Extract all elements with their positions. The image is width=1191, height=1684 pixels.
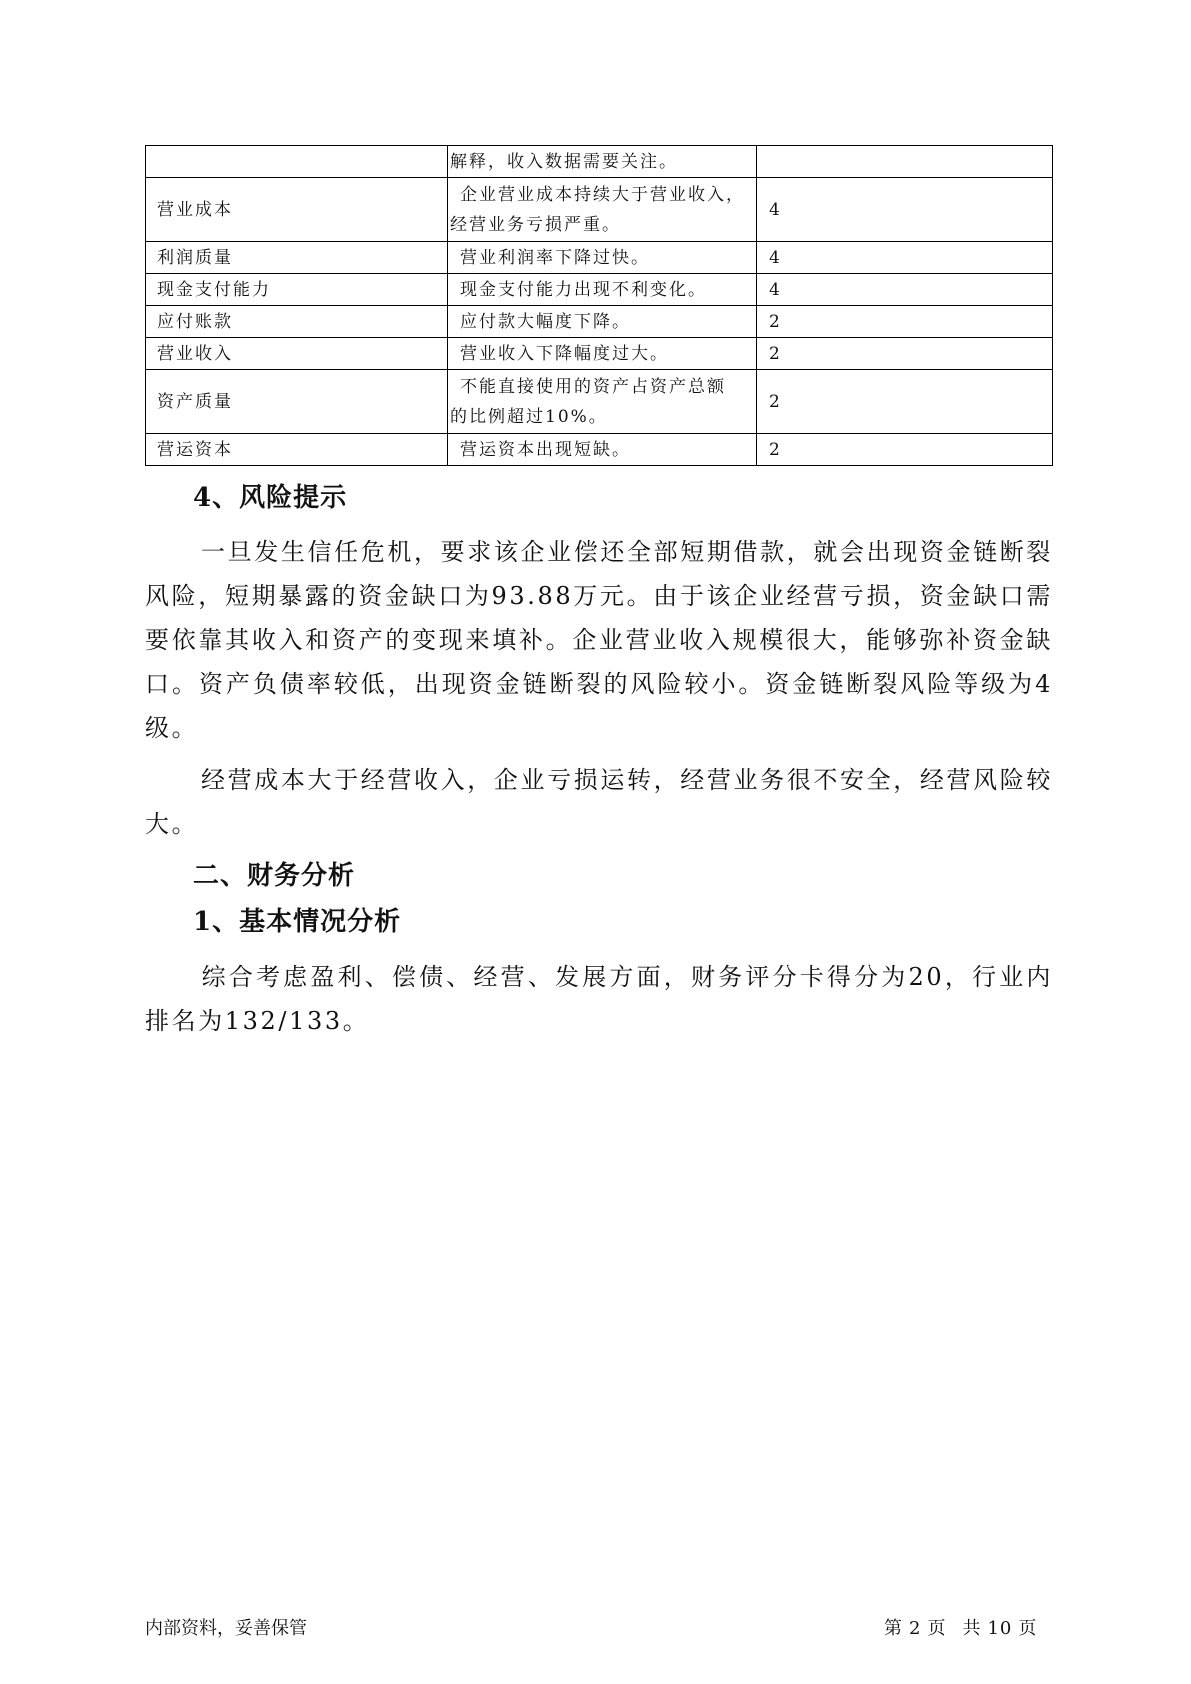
description-cell [448, 434, 757, 466]
description-line: 解释，收入数据需要关注。 [450, 151, 678, 172]
risk-indicator-table [145, 145, 1053, 466]
indicator-cell: 现金支付能力 [146, 274, 448, 306]
table-row [146, 370, 1053, 434]
description-line: 企业营业成本持续大于营业收入， [460, 184, 745, 205]
risk-level-cell: 2 [757, 434, 1053, 466]
risk-level-cell: 2 [757, 338, 1053, 370]
table-row [146, 146, 1053, 178]
description-cell [448, 146, 757, 178]
description-line: 经营业务亏损严重。 [450, 214, 621, 235]
table-row [146, 178, 1053, 242]
page-total: 10 [987, 1618, 1013, 1639]
description-cell [448, 370, 757, 434]
indicator-cell: 营业成本 [146, 178, 448, 242]
description-cell [448, 242, 757, 274]
description-cell [448, 274, 757, 306]
indicator-cell: 营业收入 [146, 338, 448, 370]
description-line: 营业收入下降幅度过大。 [460, 343, 669, 364]
total-prefix: 共 [962, 1618, 982, 1639]
risk-table-body [146, 146, 1053, 466]
risk-level-cell: 2 [757, 306, 1053, 338]
description-line: 营业利润率下降过快。 [460, 247, 650, 268]
description-cell [448, 306, 757, 338]
indicator-cell: 资产质量 [146, 370, 448, 434]
risk-paragraph-2 [145, 758, 1053, 846]
table-row [146, 274, 1053, 306]
description-line: 营运资本出现短缺。 [460, 439, 631, 460]
finance-paragraph-text: 综合考虑盈利、偿债、经营、发展方面，财务评分卡得分为20，行业内排名为132/133。 [145, 963, 1053, 1035]
risk-level-cell: 2 [757, 370, 1053, 434]
finance-paragraph [145, 955, 1053, 1043]
table-row [146, 338, 1053, 370]
table-row [146, 306, 1053, 338]
risk-level-cell: 4 [757, 178, 1053, 242]
indicator-cell: 营运资本 [146, 434, 448, 466]
finance-heading: 二、财务分析 [193, 861, 356, 891]
risk-paragraph-2-text: 经营成本大于经营收入，企业亏损运转，经营业务很不安全，经营风险较大。 [145, 766, 1053, 838]
risk-heading: 4、风险提示 [193, 483, 348, 513]
description-cell [448, 178, 757, 242]
risk-paragraph-1-text: 一旦发生信任危机，要求该企业偿还全部短期借款，就会出现资金链断裂风险，短期暴露的资金缺口为93.88万元。由于该企业经营亏损，资金缺口需要依靠其收入和资产的变现来填补。企业营业收入规模很大，能够弥补资金缺口。资产负债率较低，出现资金链断裂的风险较小。资金链断裂风险等级为4级。 [145, 538, 1053, 742]
description-line: 应付款大幅度下降。 [460, 311, 631, 332]
page-current: 2 [909, 1618, 922, 1639]
indicator-cell: 应付账款 [146, 306, 448, 338]
description-line: 现金支付能力出现不利变化。 [460, 279, 707, 300]
indicator-cell: 利润质量 [146, 242, 448, 274]
risk-level-cell: 4 [757, 242, 1053, 274]
risk-level-cell: 4 [757, 274, 1053, 306]
risk-paragraph-1 [145, 530, 1053, 750]
risk-level-cell [757, 146, 1053, 178]
total-suffix: 页 [1018, 1618, 1038, 1639]
table-row [146, 434, 1053, 466]
page-prefix: 第 [884, 1618, 903, 1639]
table-row [146, 242, 1053, 274]
description-line: 不能直接使用的资产占资产总额 [460, 376, 726, 397]
footer-page-number [884, 1614, 1043, 1640]
description-cell [448, 338, 757, 370]
page-mid: 页 [927, 1618, 947, 1639]
footer-confidential: 内部资料，妥善保管 [145, 1618, 307, 1639]
basic-analysis-heading: 1、基本情况分析 [193, 907, 402, 937]
description-line: 的比例超过10%。 [450, 406, 608, 427]
indicator-cell [146, 146, 448, 178]
